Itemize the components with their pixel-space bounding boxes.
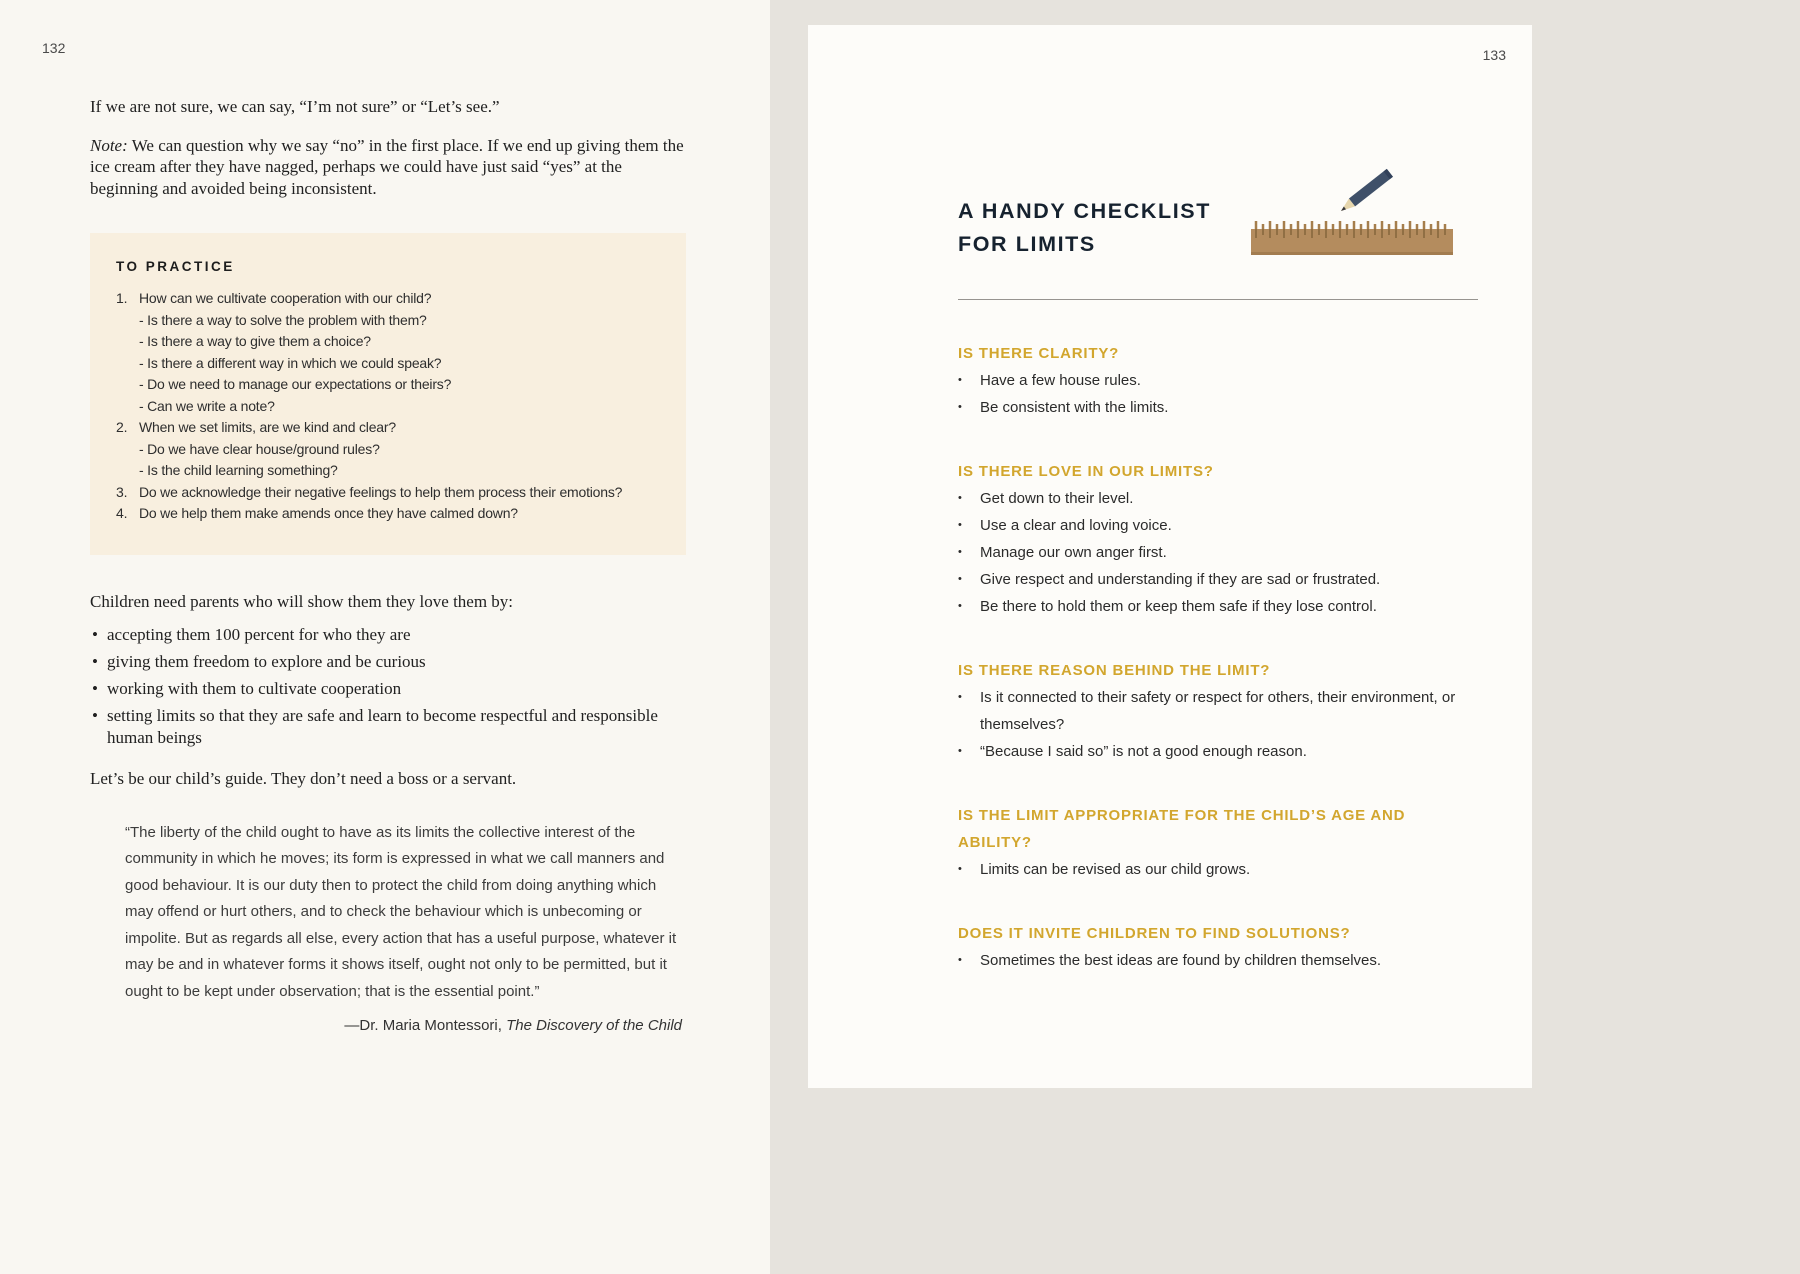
bullet-icon: • — [92, 679, 98, 698]
checklist-card — [808, 25, 1532, 1088]
page-right — [770, 0, 1800, 1274]
section-heading: IS THE LIMIT APPROPRIATE FOR THE CHILD’S AGE AND ABILITY? — [958, 807, 1406, 851]
practice-item — [116, 417, 668, 439]
note-text: We can question why we say “no” in the first place. If we end up giving them the ice cream after they have nagged, perhaps we could have just said “yes” at the beginning and avoided being inconsistent. — [90, 135, 684, 198]
checklist-item: • Limits can be revised as our child grows. — [958, 856, 1478, 883]
attribution-work-title: The Discovery of the Child — [506, 1017, 682, 1034]
practice-item-text: When we set limits, are we kind and clear? — [139, 419, 396, 435]
bullet-icon: • — [958, 519, 962, 531]
practice-item — [116, 288, 668, 310]
section-heading: IS THERE LOVE IN OUR LIMITS? — [958, 463, 1214, 480]
checklist-item: • Get down to their level. — [958, 485, 1478, 512]
checklist-item: • Give respect and understanding if they are sad or frustrated. — [958, 566, 1478, 593]
section-heading: IS THERE CLARITY? — [958, 345, 1120, 362]
bullet-icon: • — [958, 863, 962, 875]
bullet-icon: • — [92, 625, 98, 644]
practice-item-number: 1. — [116, 290, 128, 306]
checklist-item: • Be consistent with the limits. — [958, 394, 1478, 421]
bullet-icon: • — [958, 954, 962, 966]
practice-subitem: - Can we write a note? — [139, 397, 275, 414]
page-left — [0, 0, 770, 1274]
practice-subitem: - Do we need to manage our expectations or theirs? — [139, 376, 452, 392]
montessori-quote: “The liberty of the child ought to have as its limits the collective interest of the community in which he moves; its form is expressed in what we call manners and good behaviour. It is our duty then to protect the child from doing anything which may offend or hurt others, and to check the behaviour which is unbecoming or impolite. But as regards all else, every action that has a useful purpose, whatever it may be and in whatever forms it shows itself, ought not only to be permitted, but it ought to be kept under observation; that is the essential point.” — [125, 823, 677, 1000]
intro-paragraph: If we are not sure, we can say, “I’m not sure” or “Let’s see.” — [90, 97, 500, 116]
list-item: • giving them freedom to explore and be curious — [92, 652, 426, 671]
checklist-item: • Sometimes the best ideas are found by children themselves. — [958, 947, 1478, 974]
practice-subitem: - Is there a way to solve the problem with them? — [139, 311, 427, 328]
checklist-item: • “Because I said so” is not a good enough reason. — [958, 738, 1478, 765]
list-item: • accepting them 100 percent for who they are — [92, 625, 411, 644]
practice-item-number: 4. — [116, 505, 128, 521]
bullet-icon: • — [958, 573, 962, 585]
page-number-right: 133 — [1482, 47, 1506, 63]
practice-list — [116, 288, 668, 525]
checklist-section-love — [958, 458, 1478, 620]
bullet-icon: • — [958, 600, 962, 612]
checklist-section-age-ability — [958, 802, 1478, 883]
bullet-icon: • — [958, 492, 962, 504]
list-item: • working with them to cultivate cooperation — [92, 679, 402, 698]
bullet-icon: • — [92, 706, 98, 725]
pencil-ruler-illustration — [1246, 163, 1470, 285]
practice-item — [116, 503, 668, 525]
practice-subitem: - Do we have clear house/ground rules? — [139, 440, 380, 457]
bullet-icon: • — [958, 546, 962, 558]
note-paragraph — [90, 135, 686, 200]
to-practice-box — [90, 233, 686, 555]
checklist-title-line2: FOR LIMITS — [958, 232, 1096, 256]
practice-item — [116, 482, 668, 504]
practice-item-text: Do we acknowledge their negative feelings to help them process their emotions? — [139, 483, 623, 500]
practice-subitem: - Is there a way to give them a choice? — [139, 333, 371, 349]
list-item: • setting limits so that they are safe and learn to become respectful and responsible human beings — [92, 706, 658, 747]
checklist-title-line1: A HANDY CHECKLIST — [958, 199, 1211, 223]
love-intro-paragraph: Children need parents who will show them they love them by: — [90, 591, 514, 611]
checklist-section-clarity — [958, 340, 1478, 421]
practice-box-title: TO PRACTICE — [116, 259, 235, 274]
bullet-icon: • — [958, 691, 962, 703]
attribution-author: —Dr. Maria Montessori, — [344, 1017, 507, 1034]
bullet-icon: • — [958, 401, 962, 413]
practice-subitem: - Is there a different way in which we could speak? — [139, 354, 442, 371]
checklist-item: • Be there to hold them or keep them safe if they lose control. — [958, 593, 1478, 620]
section-heading: DOES IT INVITE CHILDREN TO FIND SOLUTIONS? — [958, 925, 1351, 942]
checklist-item: • Manage our own anger first. — [958, 539, 1478, 566]
practice-item-number: 2. — [116, 419, 128, 435]
checklist-item: • Is it connected to their safety or respect for others, their environment, or themselves? — [958, 684, 1478, 738]
checklist-item: • Use a clear and loving voice. — [958, 512, 1478, 539]
practice-subitem: - Is the child learning something? — [139, 462, 338, 478]
practice-item-text: Do we help them make amends once they have calmed down? — [139, 505, 518, 521]
bullet-icon: • — [958, 745, 962, 757]
checklist-section-reason — [958, 657, 1478, 765]
title-divider — [958, 299, 1478, 300]
section-heading: IS THERE REASON BEHIND THE LIMIT? — [958, 662, 1271, 679]
quote-attribution — [90, 1017, 682, 1034]
love-bullet-list — [90, 624, 686, 748]
page-number-left: 132 — [42, 40, 66, 56]
pencil-icon — [1338, 169, 1393, 215]
ruler-icon — [1251, 221, 1453, 255]
guide-paragraph: Let’s be our child’s guide. They don’t need a boss or a servant. — [90, 769, 517, 788]
checklist-section-solutions — [958, 920, 1478, 974]
checklist-item: • Have a few house rules. — [958, 367, 1478, 394]
practice-item-number: 3. — [116, 483, 128, 500]
practice-item-text: How can we cultivate cooperation with our child? — [139, 290, 432, 306]
left-page-content — [90, 96, 686, 1034]
bullet-icon: • — [958, 374, 962, 386]
note-label: Note: — [90, 135, 128, 155]
bullet-icon: • — [92, 652, 98, 671]
